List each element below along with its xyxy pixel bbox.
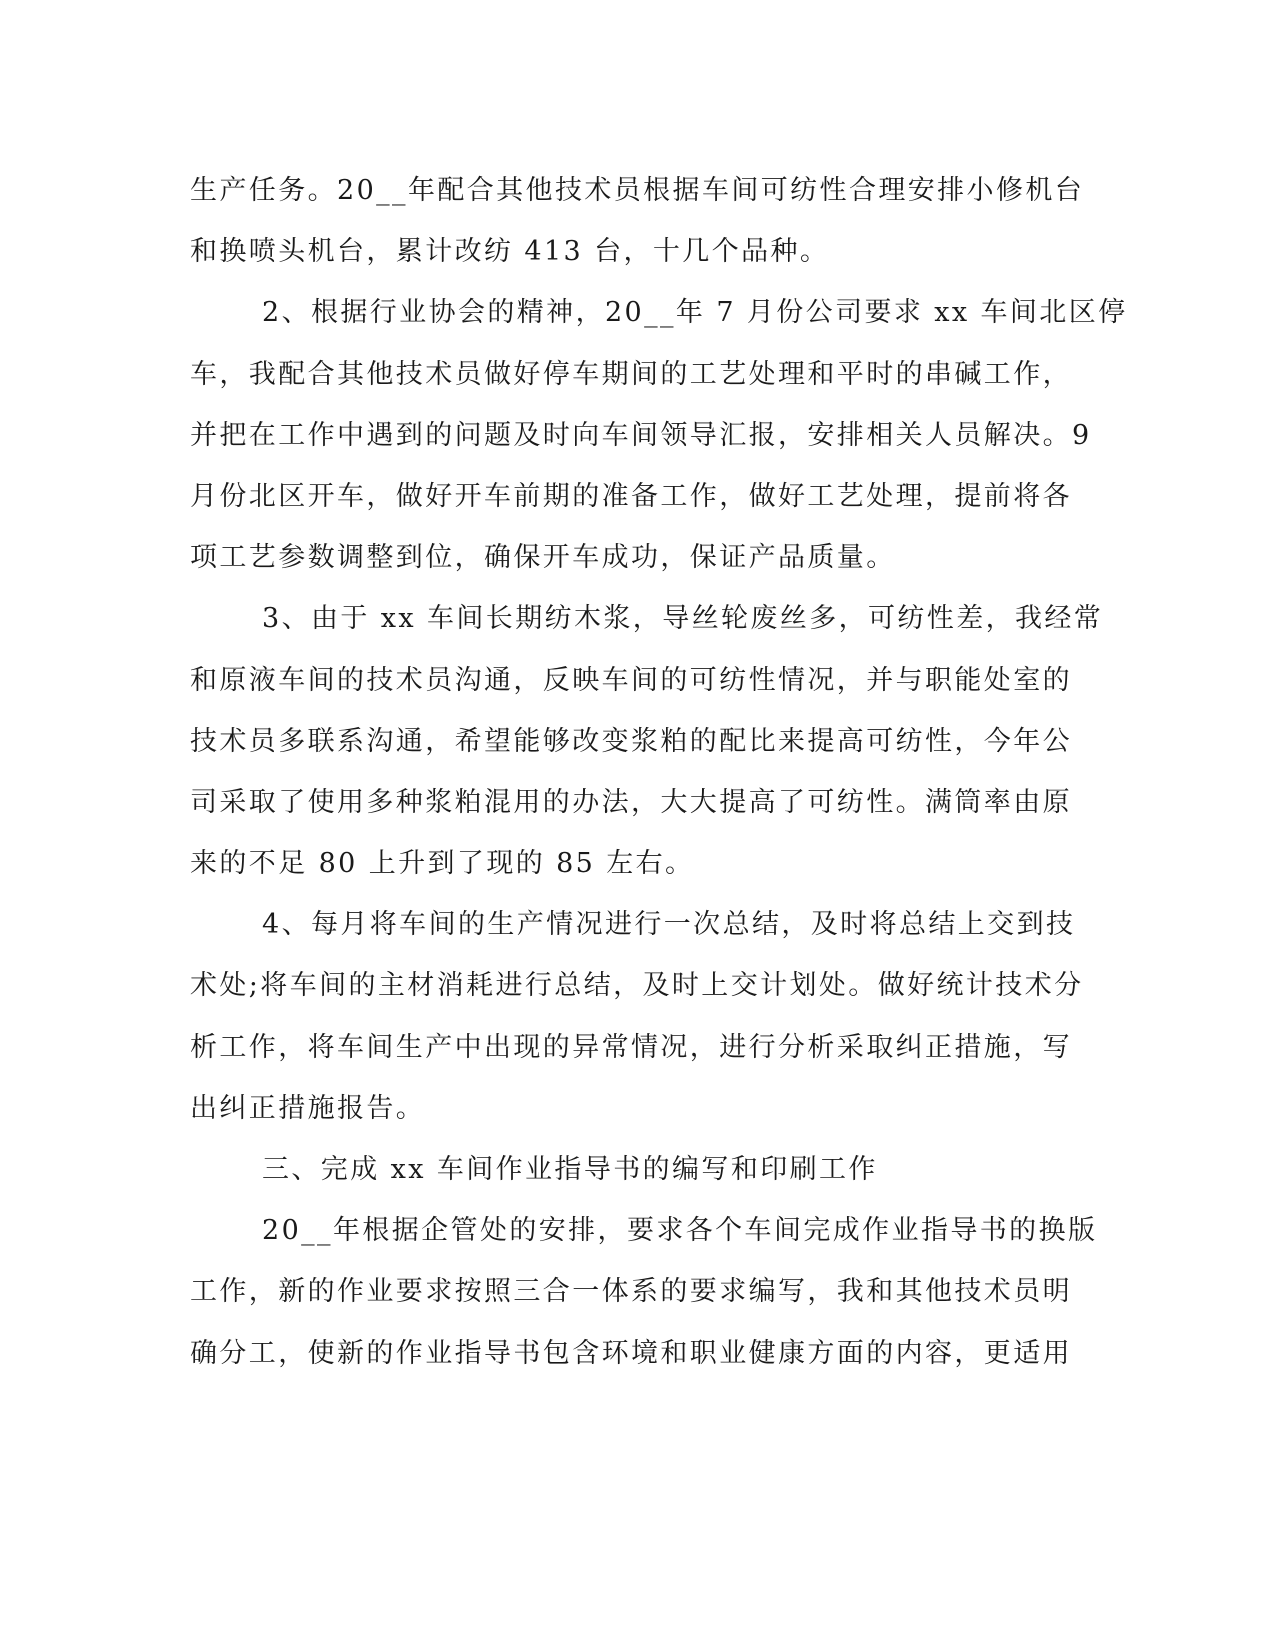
text-line: 析工作，将车间生产中出现的异常情况，进行分析采取纠正措施，写 xyxy=(190,1031,1072,1063)
text-line: 项工艺参数调整到位，确保开车成功，保证产品质量。 xyxy=(190,542,896,574)
paragraph-start-line: 4、每月将车间的生产情况进行一次总结，及时将总结上交到技 xyxy=(262,909,1076,941)
text-line: 工作，新的作业要求按照三合一体系的要求编写，我和其他技术员明 xyxy=(190,1276,1072,1308)
text-line: 和原液车间的技术员沟通，反映车间的可纺性情况，并与职能处室的 xyxy=(190,664,1072,696)
text-line: 并把在工作中遇到的问题及时向车间领导汇报，安排相关人员解决。9 xyxy=(190,419,1092,451)
paragraph-start-line: 2、根据行业协会的精神，20__年 7 月份公司要求 xx 车间北区停 xyxy=(262,297,1128,329)
paragraph-start-line: 20__年根据企管处的安排，要求各个车间完成作业指导书的换版 xyxy=(262,1215,1098,1247)
paragraph-start-line: 3、由于 xx 车间长期纺木浆，导丝轮废丝多，可纺性差，我经常 xyxy=(262,603,1104,635)
text-line: 车，我配合其他技术员做好停车期间的工艺处理和平时的串碱工作， xyxy=(190,358,1072,390)
text-line: 和换喷头机台，累计改纺 413 台，十几个品种。 xyxy=(190,236,830,268)
text-line: 生产任务。20__年配合其他技术员根据车间可纺性合理安排小修机台 xyxy=(190,175,1085,206)
text-line: 来的不足 80 上升到了现的 85 左右。 xyxy=(190,848,695,880)
text-line: 出纠正措施报告。 xyxy=(190,1092,426,1124)
text-line: 确分工，使新的作业指导书包含环境和职业健康方面的内容，更适用 xyxy=(190,1337,1072,1369)
section-heading: 三、完成 xx 车间作业指导书的编写和印刷工作 xyxy=(262,1154,878,1185)
text-line: 司采取了使用多种浆粕混用的办法，大大提高了可纺性。满筒率由原 xyxy=(190,786,1072,818)
text-line: 月份北区开车，做好开车前期的准备工作，做好工艺处理，提前将各 xyxy=(190,480,1072,512)
text-line: 技术员多联系沟通，希望能够改变浆粕的配比来提高可纺性，今年公 xyxy=(190,725,1072,757)
text-line: 术处;将车间的主材消耗进行总结，及时上交计划处。做好统计技术分 xyxy=(190,970,1084,1002)
document-body xyxy=(190,160,1128,1384)
